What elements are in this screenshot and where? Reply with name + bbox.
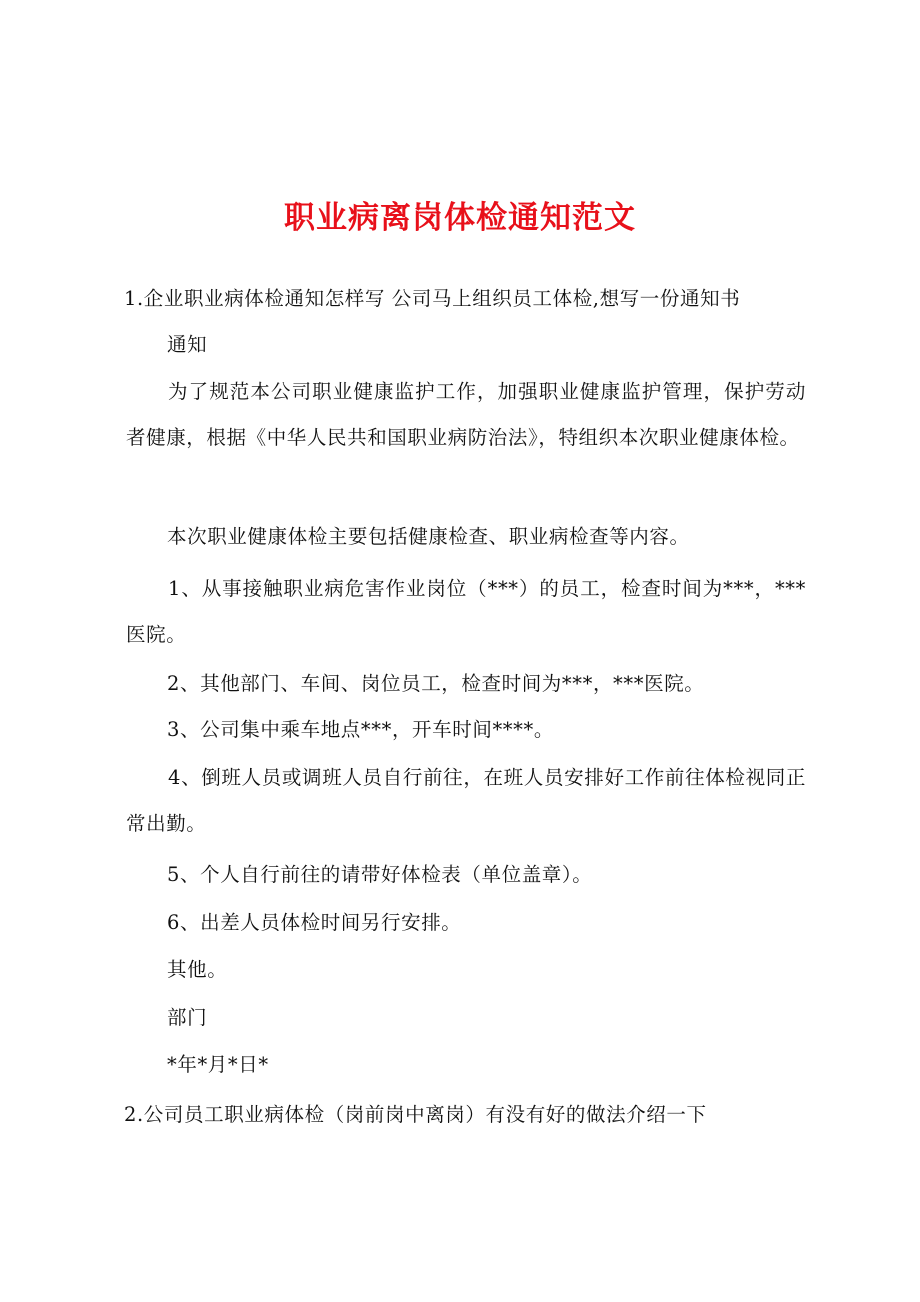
heading-2: 2.公司员工职业病体检（岗前岗中离岗）有没有好的做法介绍一下 xyxy=(124,1103,707,1126)
other-label: 其他。 xyxy=(167,958,228,981)
signature-department: 部门 xyxy=(167,1006,208,1029)
scope-line: 本次职业健康体检主要包括健康检查、职业病检查等内容。 xyxy=(167,525,690,548)
document-title: 职业病离岗体检通知范文 xyxy=(284,200,636,236)
list-item-4: 4、倒班人员或调班人员自行前往，在班人员安排好工作前往体检视同正常出勤。 xyxy=(126,766,806,835)
list-item-1: 1、从事接触职业病危害作业岗位（***）的员工，检查时间为***，***医院。 xyxy=(126,577,806,646)
list-item-6: 6、出差人员体检时间另行安排。 xyxy=(167,911,462,934)
list-item-2: 2、其他部门、车间、岗位员工，检查时间为***，***医院。 xyxy=(167,672,705,695)
heading-1: 1.企业职业病体检通知怎样写 公司马上组织员工体检,想写一份通知书 xyxy=(124,287,741,310)
list-item-3: 3、公司集中乘车地点***，开车时间****。 xyxy=(167,718,554,741)
list-item-5: 5、个人自行前往的请带好体检表（单位盖章）。 xyxy=(167,863,593,886)
intro-paragraph: 为了规范本公司职业健康监护工作，加强职业健康监护管理，保护劳动者健康，根据《中华人民共和国职业病防治法》，特组织本次职业健康体检。 xyxy=(126,380,806,449)
notice-label: 通知 xyxy=(167,333,208,356)
signature-date: *年*月*日* xyxy=(167,1053,269,1076)
